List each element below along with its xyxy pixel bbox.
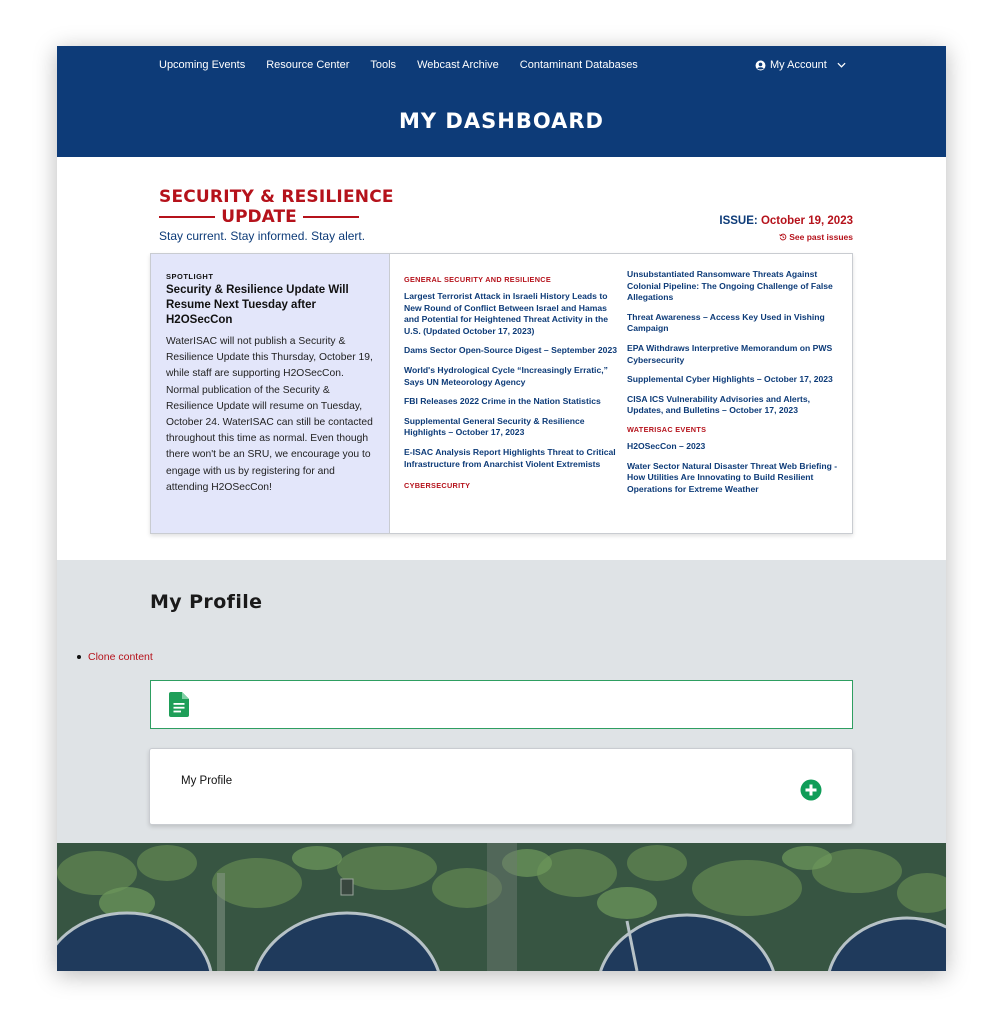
article-link[interactable]: E-ISAC Analysis Report Highlights Threat to Critical Infrastructure from Anarchist Violent Extremists — [404, 446, 616, 469]
document-icon — [169, 692, 189, 717]
nav-contaminant-databases[interactable]: Contaminant Databases — [519, 59, 638, 71]
issue-label: ISSUE: — [719, 215, 758, 227]
clone-content-label: Clone content — [88, 651, 153, 663]
nav-tools[interactable]: Tools — [370, 59, 397, 71]
article-link[interactable]: World's Hydrological Cycle “Increasingly Erratic,” Says UN Meteorology Agency — [404, 364, 608, 387]
my-profile-card — [149, 748, 853, 825]
article-link[interactable]: Largest Terrorist Attack in Israeli History Leads to New Round of Conflict Between Israel and Hamas and Potential for Heightened Threat Activity in the U.S. (Updated October 17, 2023) — [404, 291, 609, 336]
newsletter-box — [150, 253, 853, 534]
logo-line-1: SECURITY & RESILIENCE — [159, 187, 394, 207]
nav-links — [159, 46, 659, 84]
page-title: MY DASHBOARD — [399, 108, 604, 133]
article-link[interactable]: H2OSecCon – 2023 — [627, 440, 706, 451]
spotlight-title: Security & Resilience Update Will Resume Next Tuesday after H2OSecCon — [166, 284, 349, 326]
user-circle-icon — [755, 60, 766, 71]
clone-content-link[interactable] — [77, 651, 153, 663]
article-link[interactable]: Water Sector Natural Disaster Threat Web Briefing - How Utilities Are Innovating to Build Resilient Operations for Extreme Weather — [627, 460, 838, 494]
spotlight-kicker: SPOTLIGHT — [166, 272, 214, 281]
chevron-down-icon — [837, 62, 846, 68]
spotlight-body: WaterISAC will not publish a Security & Resilience Update this Thursday, October 19, while staff are supporting H2OSecCon. Normal publication of the Security & Resilience Update will resume on Tuesday, October 24. WaterISAC can still be contacted throughout this time as normal. Even though there won't be an SRU, we encourage you to engage with us by registering for and attending H2OSecCon! — [166, 336, 373, 493]
article-link[interactable]: EPA Withdraws Interpretive Memorandum on PWS Cybersecurity — [627, 342, 833, 365]
logo-rule-right — [303, 216, 359, 218]
past-issues-link[interactable] — [719, 232, 853, 242]
issue-info — [719, 215, 853, 242]
card-title: My Profile — [181, 775, 233, 787]
article-link[interactable]: Supplemental Cyber Highlights – October 17, 2023 — [627, 374, 833, 385]
logo-line-2: UPDATE — [221, 207, 297, 227]
dashboard-banner — [57, 84, 946, 157]
profile-section — [57, 560, 946, 843]
add-plus-icon[interactable] — [800, 779, 822, 801]
nav-webcast-archive[interactable]: Webcast Archive — [417, 59, 499, 71]
article-link[interactable]: FBI Releases 2022 Crime in the Nation Statistics — [404, 396, 601, 407]
past-issues-label: See past issues — [789, 232, 853, 242]
profile-heading: My Profile — [150, 591, 263, 613]
article-link[interactable]: Unsubstantiated Ransomware Threats Against Colonial Pipeline: The Ongoing Challenge of False Allegations — [627, 269, 833, 303]
articles-column-1 — [404, 275, 617, 497]
page-frame — [57, 46, 946, 971]
article-link[interactable]: Supplemental General Security & Resilience Highlights – October 17, 2023 — [404, 415, 585, 438]
top-navigation — [57, 46, 946, 84]
document-box[interactable] — [150, 680, 853, 729]
article-link[interactable]: CISA ICS Vulnerability Advisories and Alerts, Updates, and Bulletins – October 17, 2023 — [627, 393, 811, 416]
logo-tagline: Stay current. Stay informed. Stay alert. — [159, 229, 366, 243]
my-account-label: My Account — [770, 59, 827, 71]
nav-resource-center[interactable]: Resource Center — [266, 59, 350, 71]
nav-upcoming-events[interactable]: Upcoming Events — [159, 59, 246, 71]
article-link[interactable]: Threat Awareness – Access Key Used in Vishing Campaign — [627, 311, 825, 334]
logo-rule-left — [159, 216, 215, 218]
issue-date: October 19, 2023 — [760, 215, 853, 227]
sru-logo — [159, 187, 394, 243]
bullet-icon — [77, 655, 81, 659]
history-icon — [779, 233, 787, 241]
aerial-photo-footer — [57, 843, 946, 971]
spotlight-panel — [151, 254, 390, 533]
waterisac-events-heading: WATERISAC EVENTS — [627, 424, 707, 434]
my-account-menu[interactable] — [755, 46, 850, 84]
article-link[interactable]: Dams Sector Open-Source Digest – September 2023 — [404, 345, 618, 356]
cybersecurity-heading: CYBERSECURITY — [404, 481, 471, 491]
general-security-heading: GENERAL SECURITY AND RESILIENCE — [404, 275, 552, 284]
articles-column-2 — [627, 269, 839, 503]
